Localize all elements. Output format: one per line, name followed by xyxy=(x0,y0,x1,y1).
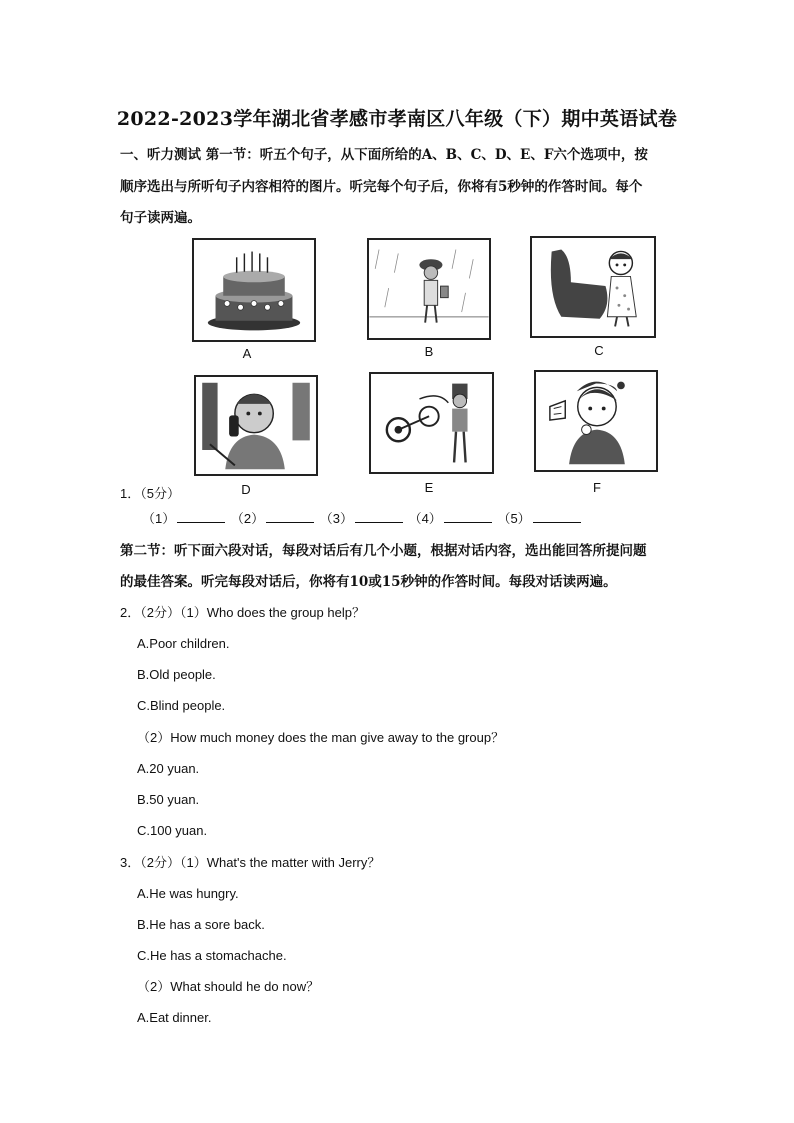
picture-b xyxy=(367,238,491,340)
picture-b-label: B xyxy=(424,344,434,359)
girl-with-sofa-icon xyxy=(532,238,654,336)
q3-option-c: C.He has a stomachache. xyxy=(137,948,287,963)
birthday-cake-icon xyxy=(194,240,314,340)
section1-line2: 顺序选出与所听句子内容相符的图片。听完每个句子后，你将有5秒钟的作答时间。每个 xyxy=(120,179,643,195)
q1-answer-blank-2[interactable] xyxy=(266,510,314,523)
picture-d xyxy=(194,375,318,476)
q1-answer-blank-5[interactable] xyxy=(533,510,581,523)
q1-answer-blank-1[interactable] xyxy=(177,510,225,523)
q2-option-a: A.Poor children. xyxy=(137,636,230,651)
section2-line1: 第二节：听下面六段对话，每段对话后有几个小题，根据对话内容，选出能回答所提问题 xyxy=(120,543,647,559)
q1-blank-label-5: （5） xyxy=(497,511,531,526)
q2-option-c: C.Blind people. xyxy=(137,698,226,713)
girl-thinking-icon xyxy=(536,372,656,470)
picture-c xyxy=(530,236,656,338)
q2-sub2-option-c: C.100 yuan. xyxy=(137,823,208,838)
picture-e-label: E xyxy=(424,480,434,495)
section1-line1: 一、听力测试 第一节：听五个句子，从下面所给的A、B、C、D、E、F六个选项中，按 xyxy=(120,147,648,163)
q3-option-b: B.He has a sore back. xyxy=(137,917,265,932)
q3-sub2-question: （2）What should he do now？ xyxy=(137,979,320,994)
q3-option-a: A.He was hungry. xyxy=(137,886,239,901)
q1-blank-label-1: （1） xyxy=(142,511,176,526)
q3-sub2-option-a: A.Eat dinner. xyxy=(137,1010,212,1025)
picture-a-label: A xyxy=(242,346,252,361)
q1-answer-blank-4[interactable] xyxy=(444,510,492,523)
q2-option-b: B.Old people. xyxy=(137,667,216,682)
picture-c-label: C xyxy=(594,343,604,358)
picture-a xyxy=(192,238,316,342)
man-on-phone-icon xyxy=(196,377,316,474)
q1-blanks-row xyxy=(142,510,702,528)
q1-blank-label-4: （4） xyxy=(408,511,442,526)
q1-answer-blank-3[interactable] xyxy=(355,510,403,523)
section1-line3: 句子读两遍。 xyxy=(120,210,201,226)
q2-sub2-option-a: A.20 yuan. xyxy=(137,761,200,776)
picture-d-label: D xyxy=(241,482,251,497)
picture-f-label: F xyxy=(593,480,601,495)
q1-blank-label-2: （2） xyxy=(230,511,265,526)
q2-header: 2．（2分）（1）Who does the group help？ xyxy=(120,605,365,620)
girl-in-rain-icon xyxy=(369,240,489,338)
q3-header: 3．（2分）（1）What's the matter with Jerry？ xyxy=(120,855,381,870)
picture-e xyxy=(369,372,494,474)
q2-sub2-option-b: B.50 yuan. xyxy=(137,792,200,807)
picture-f xyxy=(534,370,658,472)
q2-sub2-question: （2）How much money does the man give away to the group？ xyxy=(137,730,505,745)
q1-blank-label-3: （3） xyxy=(319,511,353,526)
q1-number: 1．（5分） xyxy=(120,486,180,501)
section2-line2: 的最佳答案。听完每段对话后，你将有10或15秒钟的作答时间。每段对话读两遍。 xyxy=(120,574,617,590)
boy-with-bicycle-icon xyxy=(371,374,492,472)
page-title: 2022-2023学年湖北省孝感市孝南区八年级（下）期中英语试卷 xyxy=(116,108,678,130)
